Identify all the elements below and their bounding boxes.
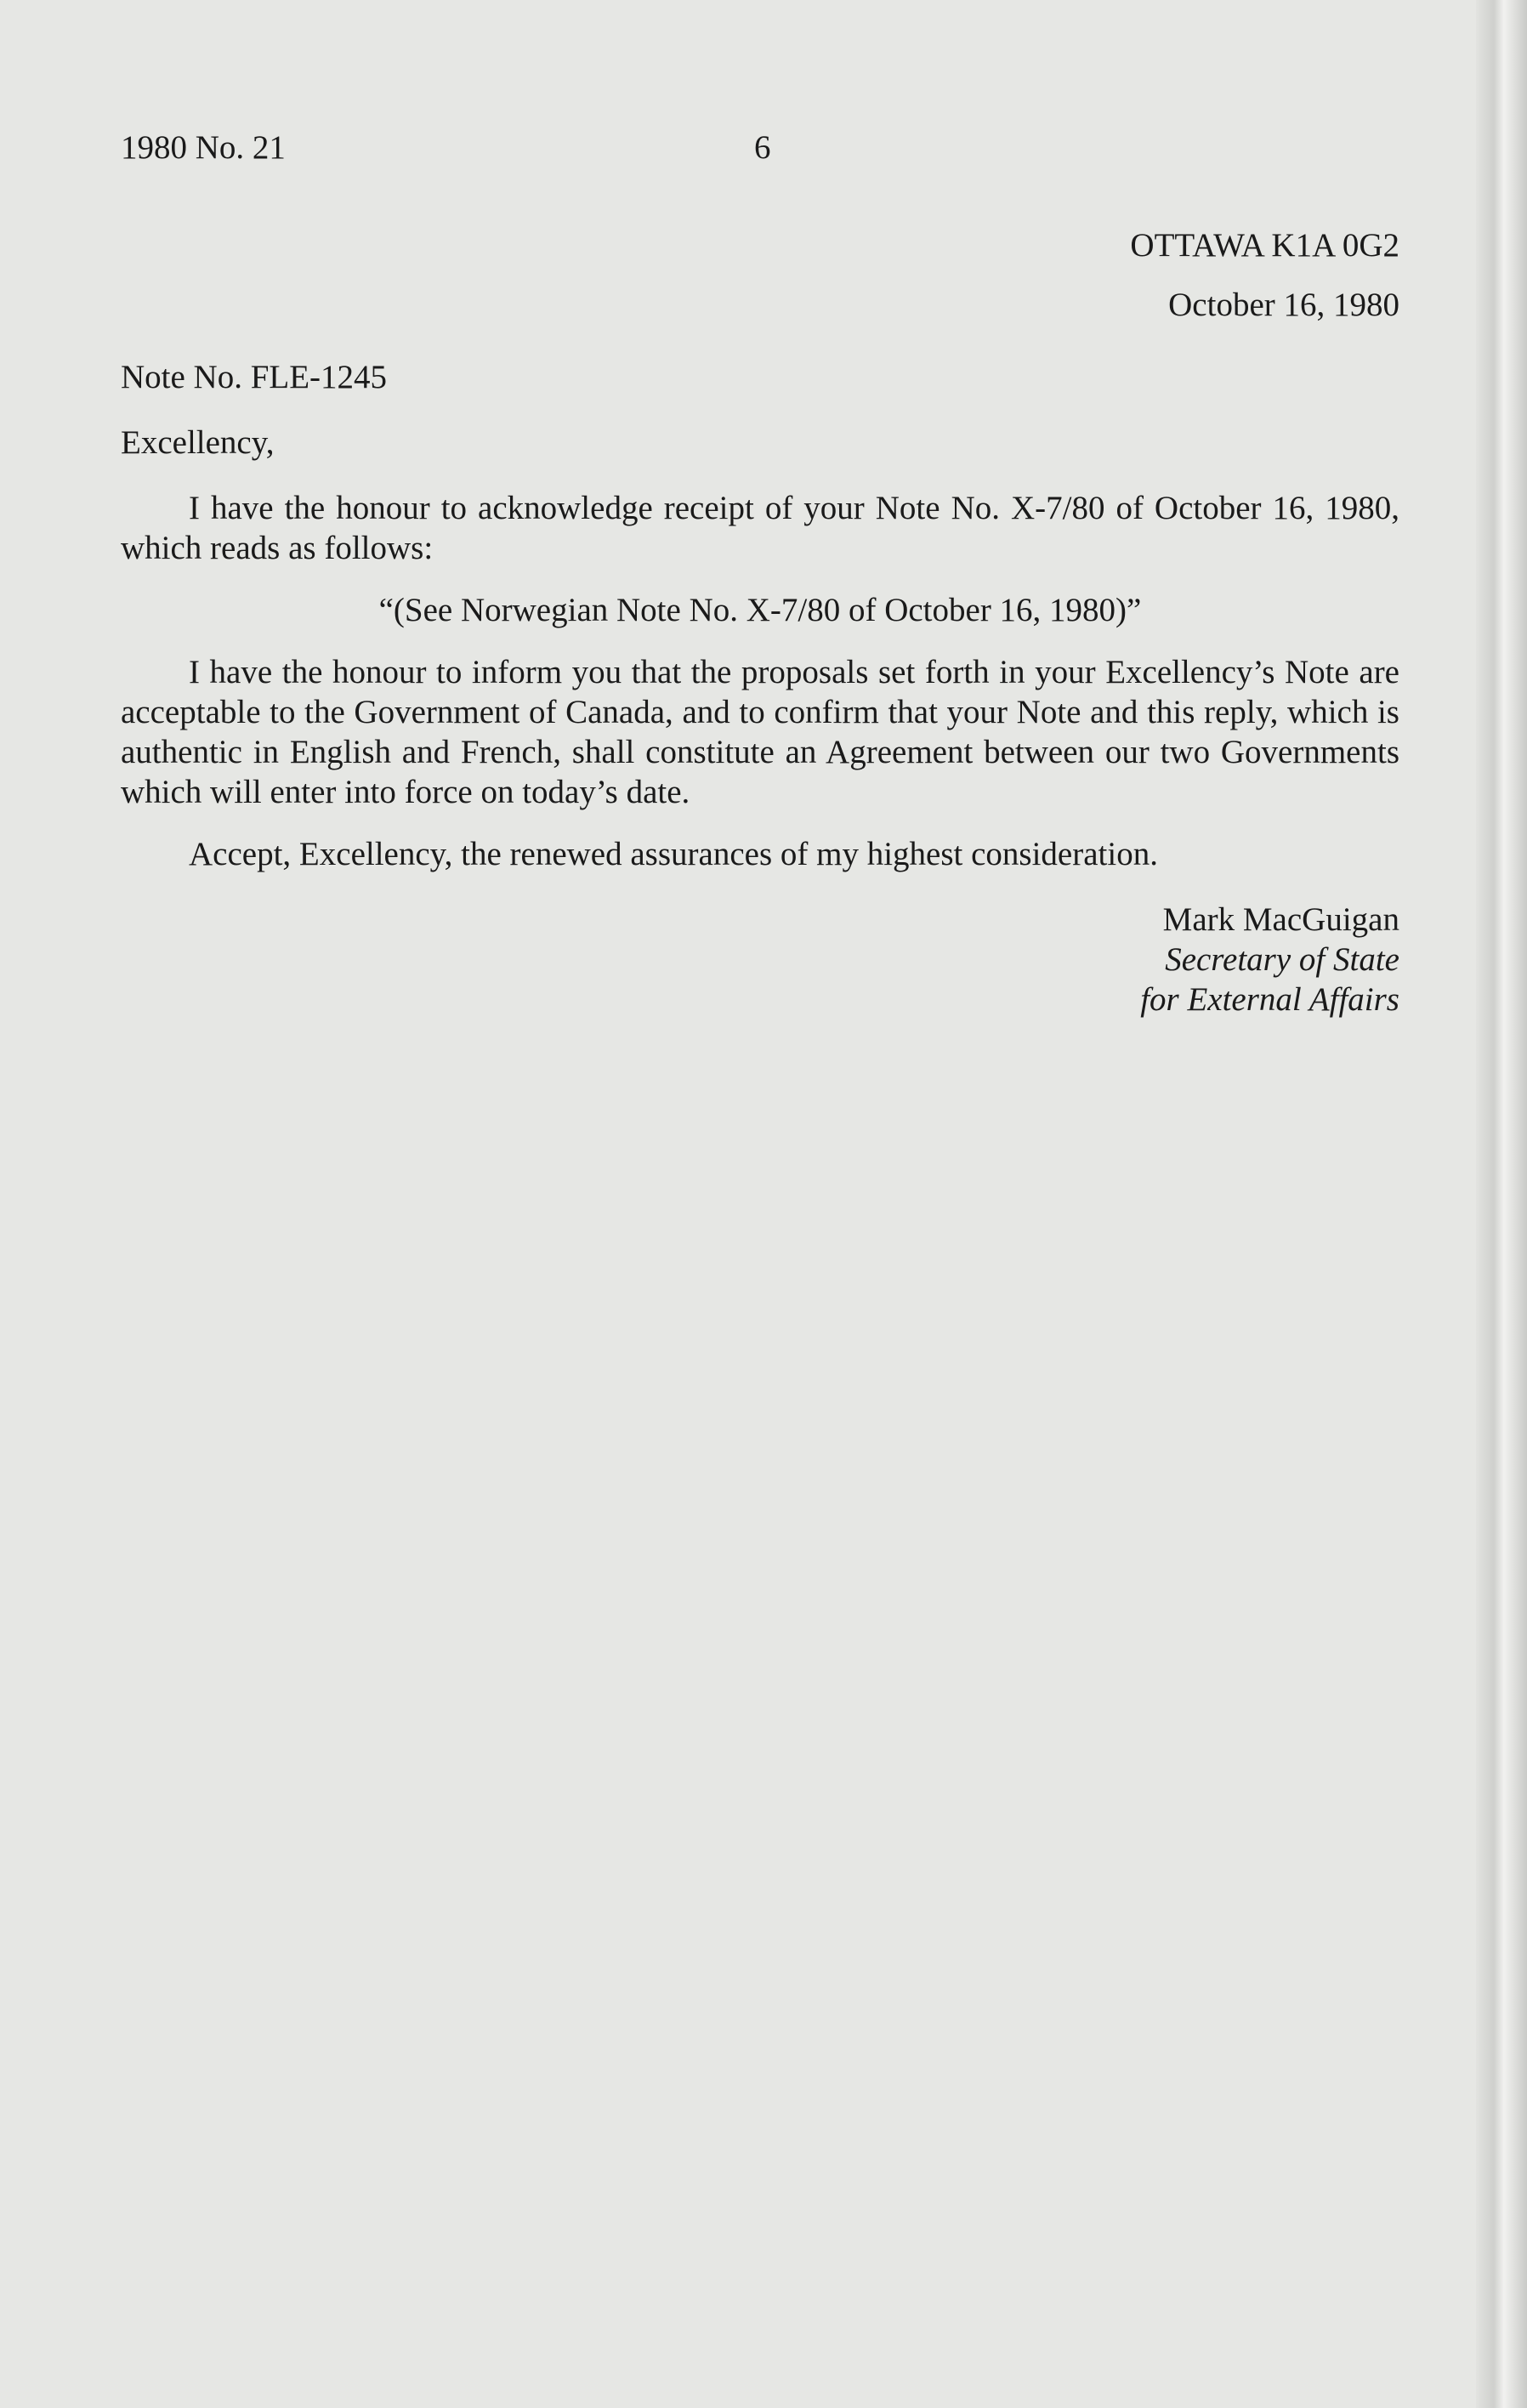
- letter-place: OTTAWA K1A 0G2: [1130, 227, 1399, 264]
- paragraph-acknowledgement: I have the honour to acknowledge receipt of your Note No. X-7/80 of October 16, 1980, which reads as follows:: [121, 490, 1399, 566]
- signatory-name: Mark MacGuigan: [1162, 901, 1399, 938]
- salutation: Excellency,: [121, 424, 275, 461]
- running-head: 1980 No. 21: [121, 129, 286, 166]
- signature-block: [121, 900, 1399, 1019]
- page-number: 6: [754, 129, 771, 166]
- binding-gutter: [1476, 0, 1527, 2408]
- letter-date: October 16, 1980: [1168, 287, 1399, 323]
- quoted-note: “(See Norwegian Note No. X-7/80 of October 16, 1980)”: [378, 592, 1142, 628]
- paragraph-acceptance: I have the honour to inform you that the proposals set forth in your Excellency’s Note are acceptable to the Government of Canada, and to confirm that your Note and this reply, which is authentic in English and French, shall constitute an Agreement between our two Governments which will enter into force on today’s date.: [121, 654, 1399, 810]
- signatory-title-line-2: for External Affairs: [1140, 981, 1399, 1018]
- letter-body: [121, 357, 1399, 1019]
- note-number: Note No. FLE-1245: [121, 359, 388, 395]
- page-header: [121, 128, 1396, 170]
- signatory-title-line-1: Secretary of State: [1165, 941, 1399, 978]
- closing-line: Accept, Excellency, the renewed assurances of my highest consideration.: [189, 836, 1158, 872]
